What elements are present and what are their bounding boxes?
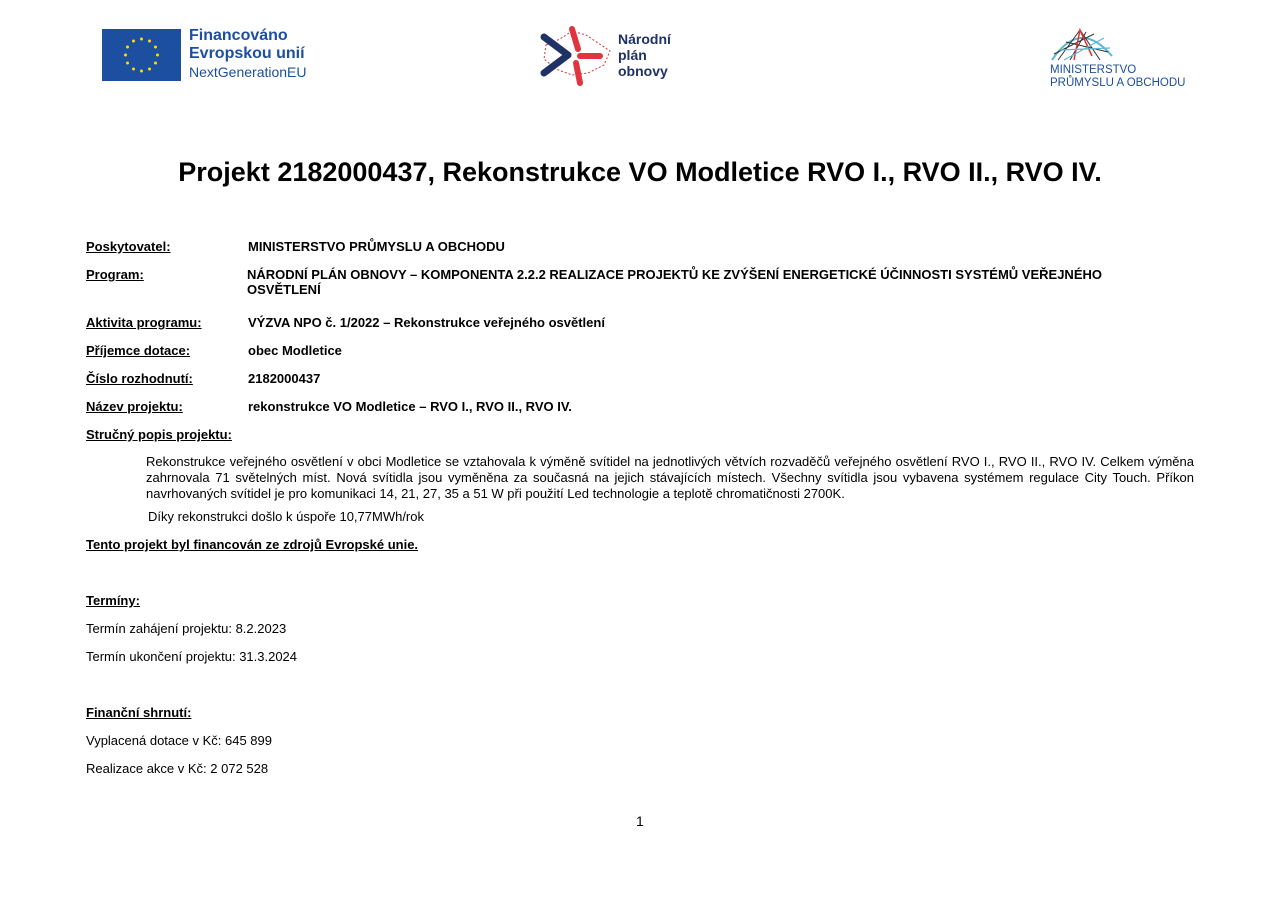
field-label-provider: Poskytovatel: bbox=[86, 239, 171, 254]
eu-logo-line: Financováno bbox=[189, 27, 288, 44]
npo-logo-line: Národní bbox=[618, 31, 671, 47]
description-label: Stručný popis projektu: bbox=[86, 427, 232, 442]
field-value-activity: VÝZVA NPO č. 1/2022 – Rekonstrukce veřejného osvětlení bbox=[248, 315, 605, 330]
mpo-logo-icon bbox=[1050, 26, 1114, 67]
field-label-decision-number: Číslo rozhodnutí: bbox=[86, 371, 193, 386]
field-value-program: NÁRODNÍ PLÁN OBNOVY – KOMPONENTA 2.2.2 REALIZACE PROJEKTŮ KE ZVÝŠENÍ ENERGETICKÉ ÚČINNOSTI SYSTÉMŮ VEŘEJNÉHO OSVĚTLENÍ bbox=[247, 267, 1102, 297]
description-paragraph: Rekonstrukce veřejného osvětlení v obci Modletice se vztahovala k výměně svítidel na jednotlivých větvích rozvaděčů veřejného osvětlení RVO I., RVO II., RVO IV. Celkem výměna zahrnovala 71 světelných míst. Nová svítidla jsou vyměněna za současná na jejich stávajících místech. Všechny svítidla jsou vybavena systémem regulace City Touch. Příkon navrhovaných svítidel je pro komunikaci 14, 21, 27, 35 a 51 W při použití Led technologie a teplotě chromatičnosti 2700K. bbox=[146, 454, 1194, 501]
npo-logo-text bbox=[618, 31, 671, 79]
eu-flag-logo bbox=[102, 29, 181, 81]
savings-text: Díky rekonstrukci došlo k úspoře 10,77MWh/rok bbox=[148, 509, 424, 524]
field-value-provider: MINISTERSTVO PRŮMYSLU A OBCHODU bbox=[248, 239, 505, 254]
page-title: Projekt 2182000437, Rekonstrukce VO Modletice RVO I., RVO II., RVO IV. bbox=[178, 157, 1102, 187]
eu-logo-line: Evropskou unií bbox=[189, 45, 305, 62]
field-value-project-name: rekonstrukce VO Modletice – RVO I., RVO II., RVO IV. bbox=[248, 399, 572, 414]
term-end: Termín ukončení projektu: 31.3.2024 bbox=[86, 649, 298, 664]
npo-logo-line: obnovy bbox=[618, 63, 668, 79]
terms-heading: Termíny: bbox=[86, 593, 140, 608]
npo-logo-line: plán bbox=[618, 47, 647, 63]
eu-logo-line: NextGenerationEU bbox=[189, 64, 307, 80]
mpo-logo-line: PRŮMYSLU A OBCHODU bbox=[1050, 77, 1186, 89]
funding-note: Tento projekt byl financován ze zdrojů Evropské unie. bbox=[86, 537, 419, 552]
finance-heading: Finanční shrnutí: bbox=[86, 705, 192, 720]
npo-logo-icon bbox=[538, 25, 616, 92]
mpo-logo-line: MINISTERSTVO bbox=[1050, 64, 1137, 76]
field-label-program: Program: bbox=[86, 267, 144, 282]
term-start: Termín zahájení projektu: 8.2.2023 bbox=[86, 621, 287, 636]
field-label-recipient: Příjemce dotace: bbox=[86, 343, 191, 358]
field-label-project-name: Název projektu: bbox=[86, 399, 183, 414]
mpo-logo-text bbox=[1050, 64, 1185, 90]
finance-total: Realizace akce v Kč: 2 072 528 bbox=[86, 761, 269, 776]
field-value-decision-number: 2182000437 bbox=[248, 371, 321, 386]
field-value-recipient: obec Modletice bbox=[248, 343, 342, 358]
page-number: 1 bbox=[636, 813, 644, 829]
field-label-activity: Aktivita programu: bbox=[86, 315, 202, 330]
finance-subsidy: Vyplacená dotace v Kč: 645 899 bbox=[86, 733, 272, 748]
eu-logo-text bbox=[189, 27, 307, 81]
